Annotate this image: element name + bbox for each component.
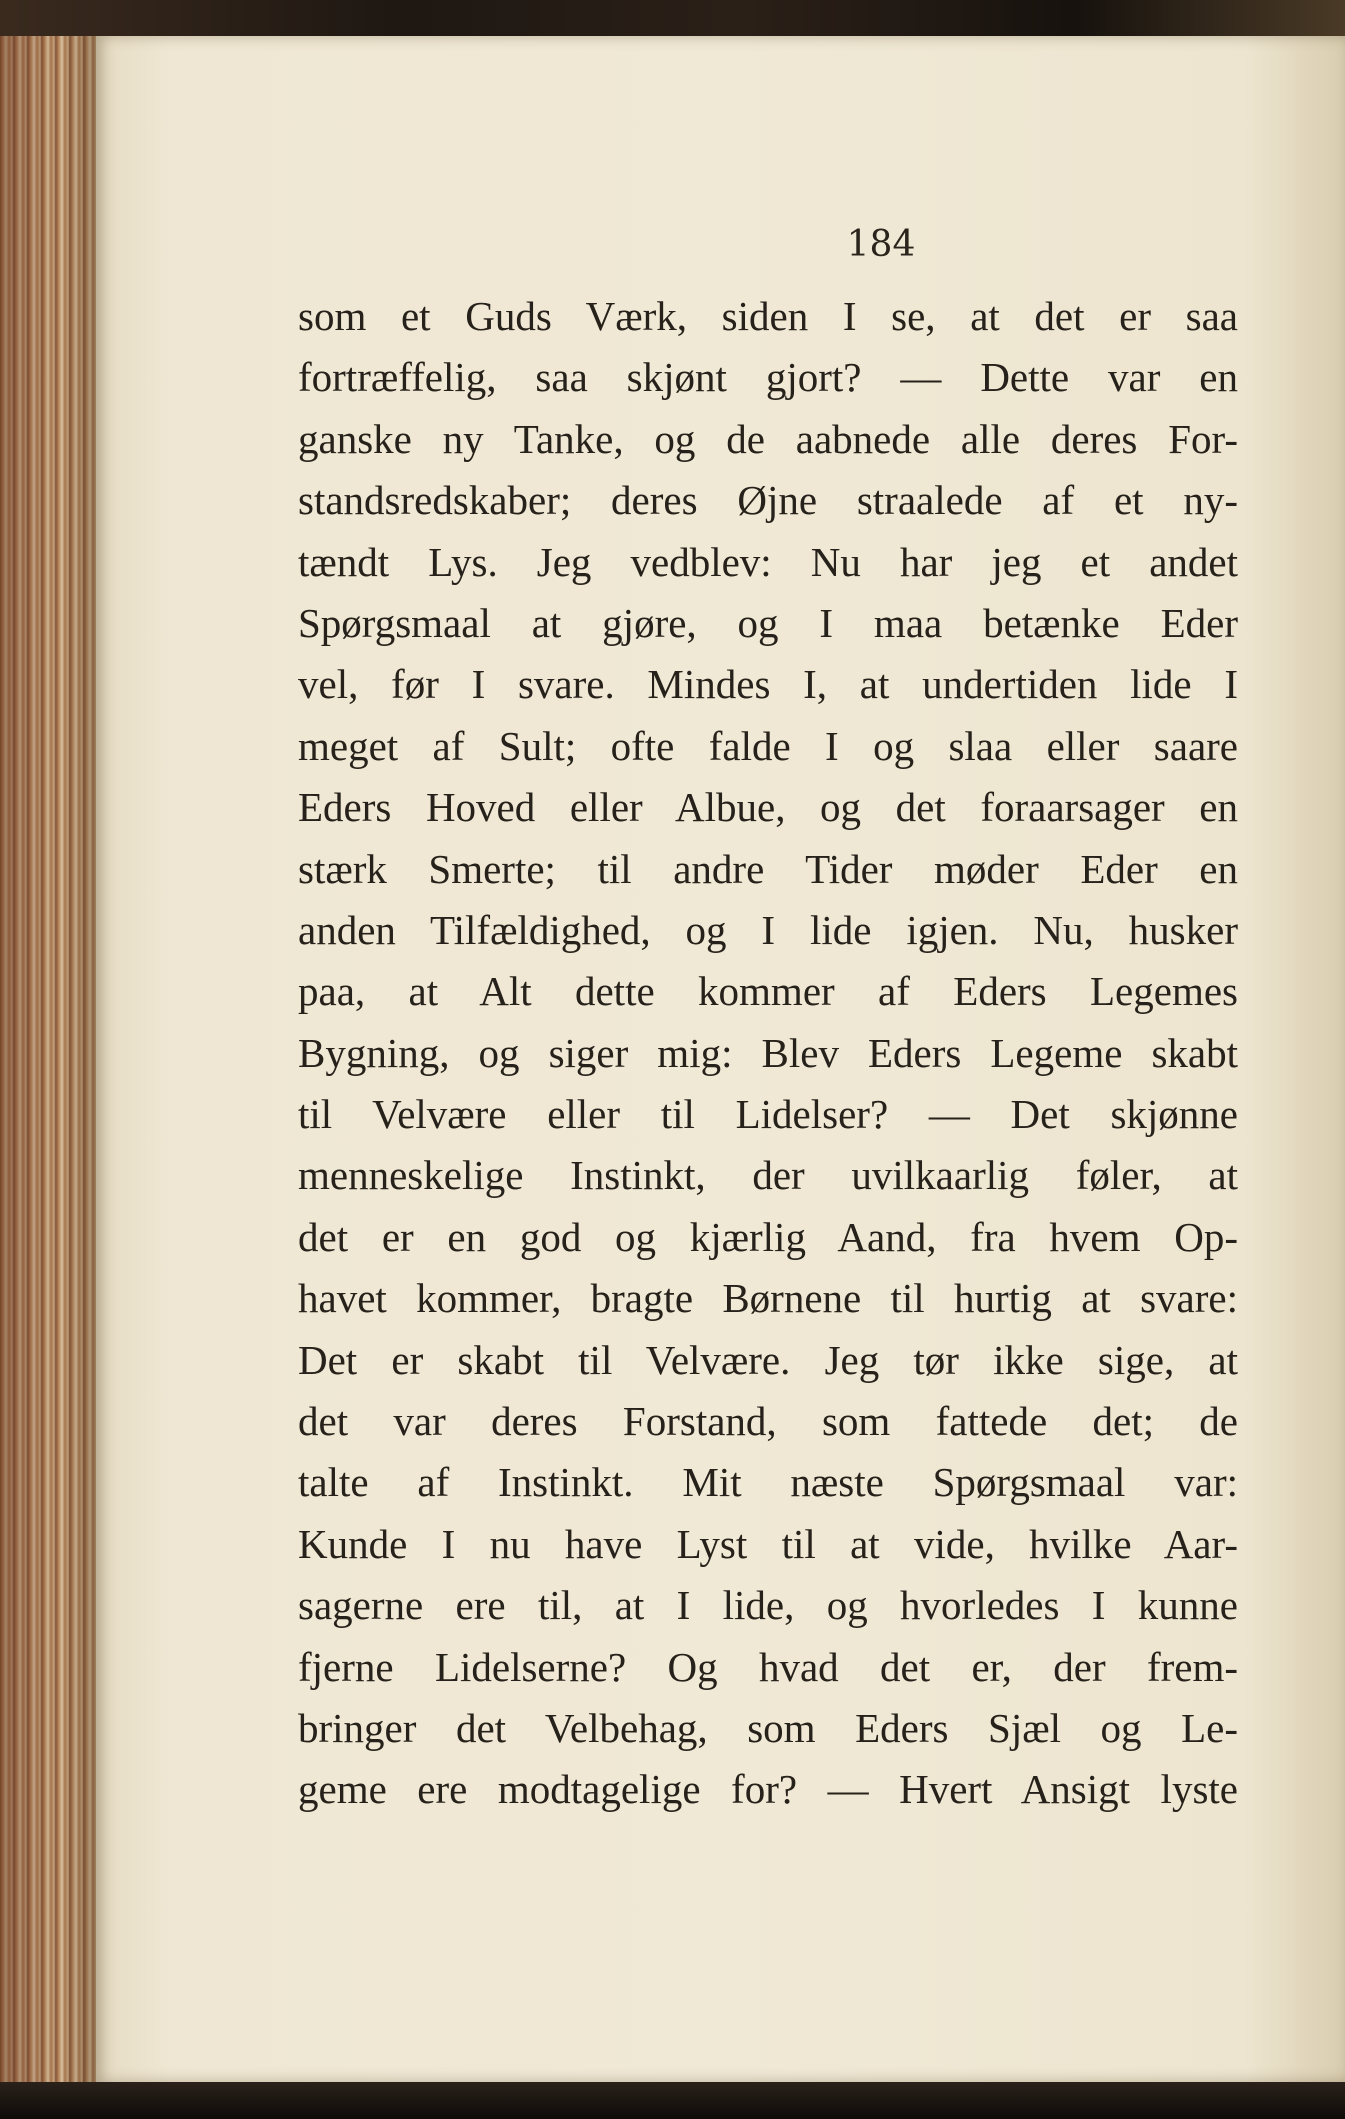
text-line: det var deres Forstand, som fattede det; de [298, 1398, 1238, 1445]
text-line: det er en god og kjærlig Aand, fra hvem Op- [298, 1213, 1238, 1260]
text-line: Kunde I nu have Lyst til at vide, hvilke Aar- [298, 1520, 1238, 1567]
text-line: tændt Lys. Jeg vedblev: Nu har jeg et andet [298, 538, 1238, 585]
text-line: ganske ny Tanke, og de aabnede alle deres For- [298, 415, 1238, 462]
text-line: geme ere modtagelige for? — Hvert Ansigt lyste [298, 1766, 1238, 1813]
text-line: Det er skabt til Velvære. Jeg tør ikke sige, at [298, 1336, 1238, 1383]
text-line: talte af Instinkt. Mit næste Spørgsmaal var: [298, 1459, 1238, 1506]
text-line: sagerne ere til, at I lide, og hvorledes I kunne [298, 1582, 1238, 1629]
text-line: havet kommer, bragte Børnene til hurtig at svare: [298, 1275, 1238, 1322]
scan-top-edge [0, 0, 1345, 36]
text-line: til Velvære eller til Lidelser? — Det skjønne [298, 1091, 1238, 1138]
text-line: paa, at Alt dette kommer af Eders Legemes [298, 968, 1238, 1015]
text-line: stærk Smerte; til andre Tider møder Eder en [298, 845, 1238, 892]
scan-bottom-edge [0, 2082, 1345, 2119]
text-line: Eders Hoved eller Albue, og det foraarsager en [298, 784, 1238, 831]
text-line: meget af Sult; ofte falde I og slaa eller saare [298, 722, 1238, 769]
body-text [298, 286, 1238, 1821]
text-line: Spørgsmaal at gjøre, og I maa betænke Eder [298, 599, 1238, 646]
book-page-edges-shadow [0, 36, 100, 2082]
text-line: fjerne Lidelserne? Og hvad det er, der frem- [298, 1643, 1238, 1690]
text-line: bringer det Velbehag, som Eders Sjæl og Le- [298, 1704, 1238, 1751]
page-number: 184 [846, 224, 916, 265]
text-line: Bygning, og siger mig: Blev Eders Legeme skabt [298, 1029, 1238, 1076]
text-line: menneskelige Instinkt, der uvilkaarlig føler, at [298, 1152, 1238, 1199]
text-line: vel, før I svare. Mindes I, at undertiden lide I [298, 661, 1238, 708]
text-line: standsredskaber; deres Øjne straalede af et ny- [298, 477, 1238, 524]
text-line: som et Guds Værk, siden I se, at det er saa [298, 293, 1238, 339]
text-line: fortræffelig, saa skjønt gjort? — Dette var en [298, 354, 1238, 401]
text-line: anden Tilfældighed, og I lide igjen. Nu, husker [298, 906, 1238, 953]
